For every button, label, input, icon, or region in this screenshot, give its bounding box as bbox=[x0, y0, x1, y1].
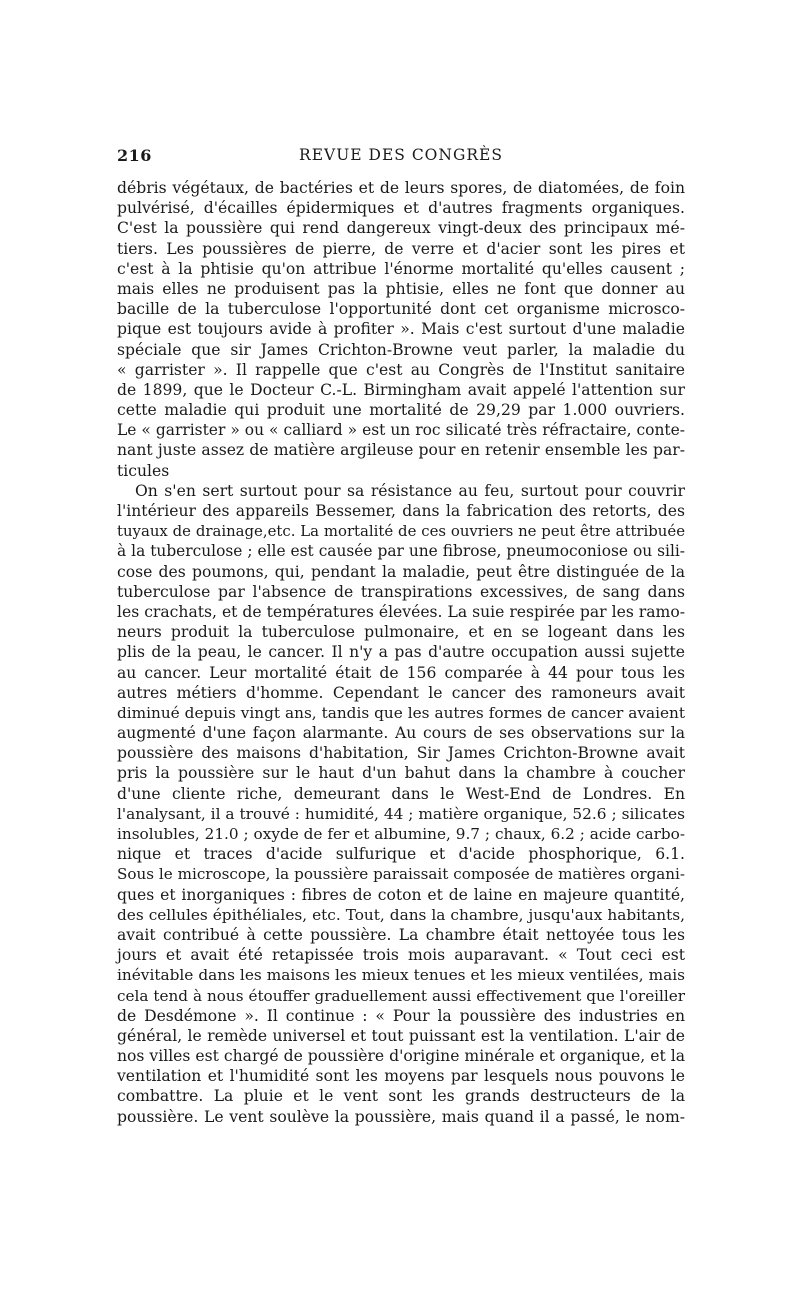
text-line: poussière des maisons d'habitation, Sir James Crichton-Browne avait bbox=[117, 744, 685, 763]
text-line: jours et avait été retapissée trois mois auparavant. « Tout ceci est bbox=[117, 946, 685, 965]
text-line: diminué depuis vingt ans, tandis que les autres formes de cancer avaient bbox=[117, 703, 685, 722]
text-line: cela tend à nous étouffer graduellement aussi effectivement que l'oreiller bbox=[117, 986, 685, 1005]
paragraph-1 bbox=[117, 178, 685, 481]
text-line: pulvérisé, d'écailles épidermiques et d'autres fragments organiques. bbox=[117, 199, 685, 218]
text-line: cette maladie qui produit une mortalité de 29,29 par 1.000 ouvriers. bbox=[117, 401, 685, 420]
text-line: d'une cliente riche, demeurant dans le West-End de Londres. En bbox=[117, 784, 685, 803]
running-head bbox=[117, 140, 685, 168]
text-line: à la tuberculose ; elle est causée par une fibrose, pneumoconiose ou sili- bbox=[117, 542, 685, 561]
text-line: tuyaux de drainage,etc. La mortalité de ces ouvriers ne peut être attribuée bbox=[117, 522, 685, 541]
text-line: ques et inorganiques : fibres de coton et de laine en majeure quantité, bbox=[117, 885, 685, 904]
text-line: cose des poumons, qui, pendant la maladie, peut être distinguée de la bbox=[117, 562, 685, 581]
text-line: nant juste assez de matière argileuse pour en retenir ensemble les par- bbox=[117, 441, 685, 460]
page-number: 216 bbox=[117, 146, 152, 165]
text-line: ventilation et l'humidité sont les moyens par lesquels nous pouvons le bbox=[117, 1067, 685, 1086]
text-line: de 1899, que le Docteur C.-L. Birmingham avait appelé l'attention sur bbox=[117, 380, 685, 399]
text-line: C'est la poussière qui rend dangereux vingt-deux des principaux mé- bbox=[117, 219, 685, 238]
text-line: tiers. Les poussières de pierre, de verre et d'acier sont les pires et bbox=[117, 239, 685, 258]
text-line: poussière. Le vent soulève la poussière, mais quand il a passé, le nom- bbox=[117, 1107, 685, 1126]
journal-title: REVUE DES CONGRÈS bbox=[299, 146, 503, 164]
text-line: plis de la peau, le cancer. Il n'y a pas d'autre occupation aussi sujette bbox=[117, 643, 685, 662]
text-line: Le « garrister » ou « calliard » est un roc silicaté très réfractaire, conte- bbox=[117, 421, 685, 440]
text-line: pris la poussière sur le haut d'un bahut dans la chambre à coucher bbox=[117, 764, 685, 783]
text-line: inévitable dans les maisons les mieux tenues et les mieux ventilées, mais bbox=[117, 966, 685, 985]
text-line: neurs produit la tuberculose pulmonaire, et en se logeant dans les bbox=[117, 623, 685, 642]
text-line: augmenté d'une façon alarmante. Au cours de ses observations sur la bbox=[117, 724, 685, 743]
text-line: tuberculose par l'absence de transpirations excessives, de sang dans bbox=[117, 582, 685, 601]
text-line: débris végétaux, de bactéries et de leurs spores, de diatomées, de foin bbox=[117, 179, 685, 197]
text-line: général, le remède universel et tout puissant est la ventilation. L'air de bbox=[117, 1026, 685, 1045]
text-line: Sous le microscope, la poussière paraissait composée de matières organi- bbox=[117, 865, 685, 884]
text-line: de Desdémone ». Il continue : « Pour la poussière des industries en bbox=[117, 1006, 685, 1025]
text-line: nos villes est chargé de poussière d'origine minérale et organique, et la bbox=[117, 1047, 685, 1066]
text-line: On s'en sert surtout pour sa résistance au feu, surtout pour couvrir bbox=[135, 481, 685, 500]
text-line: avait contribué à cette poussière. La chambre était nettoyée tous les bbox=[117, 925, 685, 944]
text-line: nique et traces d'acide sulfurique et d'acide phosphorique, 6.1. bbox=[117, 845, 685, 864]
text-line: l'intérieur des appareils Bessemer, dans la fabrication des retorts, des bbox=[117, 502, 685, 520]
text-line: autres métiers d'homme. Cependant le cancer des ramoneurs avait bbox=[117, 683, 685, 702]
text-line: mais elles ne produisent pas la phtisie, elles ne font que donner au bbox=[117, 279, 685, 298]
body-text bbox=[117, 178, 685, 1127]
text-line: spéciale que sir James Crichton-Browne veut parler, la maladie du bbox=[117, 340, 685, 359]
text-line: des cellules épithéliales, etc. Tout, dans la chambre, jusqu'aux habitants, bbox=[117, 905, 685, 924]
text-line: au cancer. Leur mortalité était de 156 comparée à 44 pour tous les bbox=[117, 663, 685, 682]
text-line: combattre. La pluie et le vent sont les grands destructeurs de la bbox=[117, 1087, 685, 1106]
text-line: « garrister ». Il rappelle que c'est au Congrès de l'Institut sanitaire bbox=[117, 360, 685, 379]
text-line: les crachats, et de températures élevées. La suie respirée par les ramo- bbox=[117, 602, 685, 621]
text-line: insolubles, 21.0 ; oxyde de fer et albumine, 9.7 ; chaux, 6.2 ; acide carbo- bbox=[117, 825, 685, 843]
text-line: ticules bbox=[117, 461, 170, 480]
text-line: bacille de la tuberculose l'opportunité dont cet organisme microsco- bbox=[117, 300, 685, 319]
text-line: c'est à la phtisie qu'on attribue l'énorme mortalité qu'elles causent ; bbox=[117, 259, 685, 278]
paragraph-2 bbox=[117, 481, 685, 1127]
text-line: pique est toujours avide à profiter ». Mais c'est surtout d'une maladie bbox=[117, 320, 685, 339]
text-line: l'analysant, il a trouvé : humidité, 44 ; matière organique, 52.6 ; silicates bbox=[117, 804, 685, 823]
